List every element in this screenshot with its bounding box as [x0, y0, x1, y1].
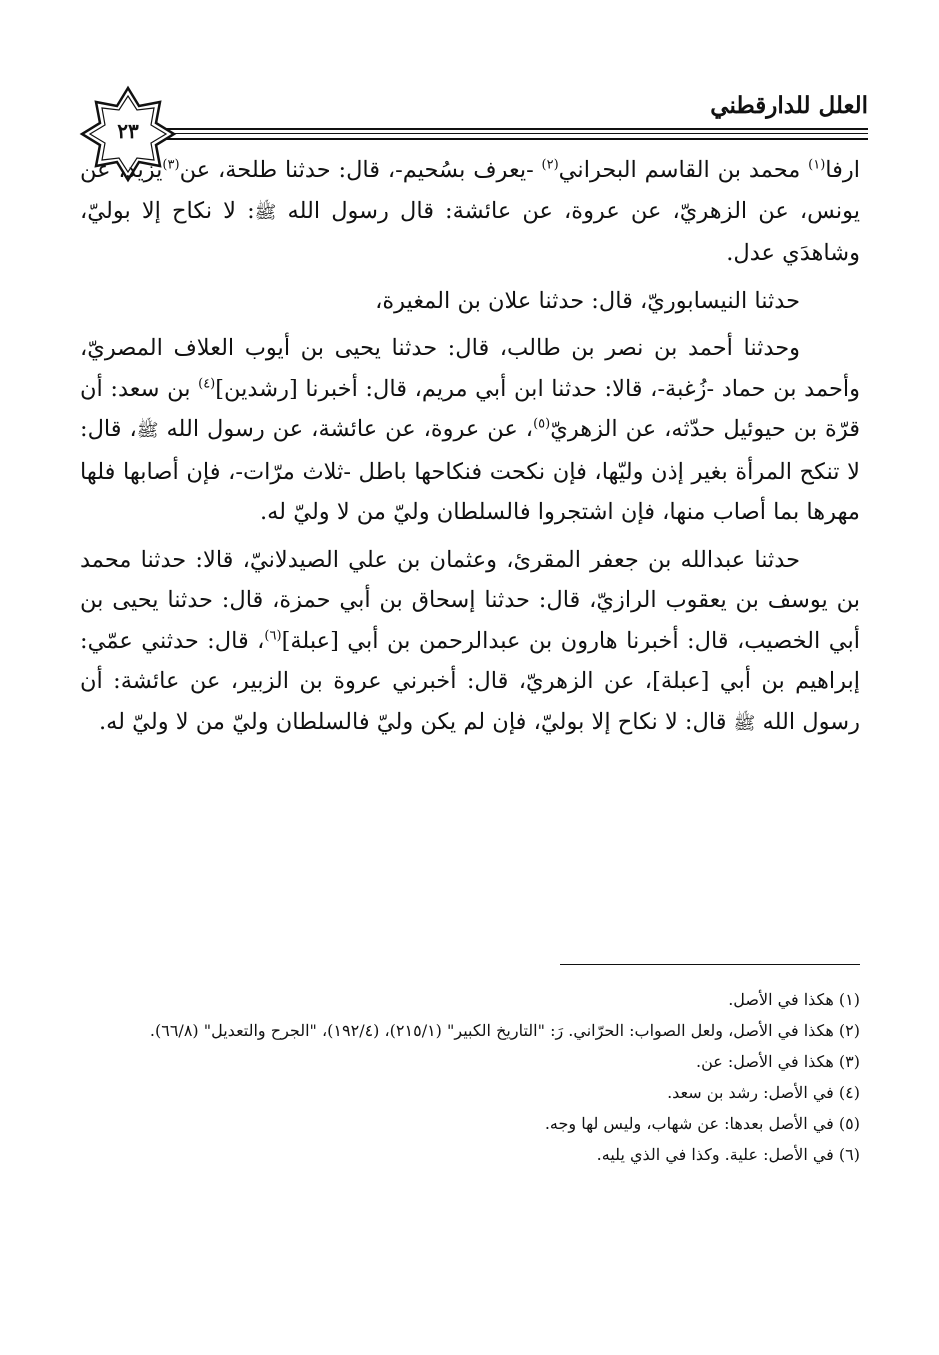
header-rule [150, 128, 868, 130]
footnotes [80, 986, 860, 1172]
footnote-marker: (٣) [162, 157, 180, 173]
footnote-item: (٣) هكذا في الأصل: عن. [695, 1052, 860, 1071]
blessing-glyph: ﷺ [733, 712, 756, 734]
footnote-item: (٢) هكذا في الأصل، ولعل الصواب: الحرّاني. رَ: "التاريخ الكبير" (٢١٥/١)، (١٩٢/٤)، "الجرح والتعديل" (٦٦/٨). [149, 1021, 860, 1040]
footnote-marker: (٥) [533, 416, 551, 432]
text-run: بن سعد: أن قرّة بن حيوئيل حدّثه، عن الزهريّ [80, 375, 860, 442]
footnote-item: (٦) في الأصل: علية. وكذا في الذي يليه. [596, 1145, 860, 1164]
footnote-item: (٥) في الأصل بعدها: عن شهاب، وليس لها وجه. [544, 1114, 860, 1133]
footnote-marker: (٤) [198, 376, 216, 391]
footnote-marker: (٢) [541, 157, 559, 173]
text-run: حدثنا النيسابوريّ، قال: حدثنا علان بن المغيرة، [375, 287, 800, 314]
text-run: -يعرف بسُحيم-، قال: حدثنا طلحة، عن [179, 157, 542, 183]
text-run: وحدثنا أحمد بن نصر بن طالب، قال: حدثنا يحيى بن أيوب العلاف المصريّ، وأحمد بن حماد -زُغبة-، قالا: حدثنا ابن أبي مريم، قال: أخبرنا [رشدين] [80, 335, 861, 402]
text-run: حدثنا عبدالله بن جعفر المقرئ، وعثمان بن علي الصيدلانيّ، قالا: حدثنا محمد بن يوسف بن يعقوب الرازيّ، قال: حدثنا إسحاق بن أبي حمزة، قال: حدثنا يحيى بن أبي الخصيب، قال: أخبرنا هارون بن عبدالرحمن بن أبي [عبلة] [80, 546, 860, 654]
text-run: محمد بن القاسم البحراني [558, 157, 809, 183]
header-rule [150, 138, 868, 140]
paragraph [80, 540, 860, 745]
paragraph [80, 150, 860, 274]
text-run: ارفا [825, 157, 861, 183]
text-run: ، قال: لا تنكح المرأة بغير إذن وليّها، فإن نكحت فنكاحها باطل -ثلاث مرّات-، فإن أصابها فلها مهرها بما أصاب منها، فإن اشتجروا فالسلطان وليّ من لا وليّ له. [80, 416, 860, 525]
text-run: ، قال: حدثني عمّي: إبراهيم بن أبي [عبلة]، عن الزهريّ، قال: أخبرني عروة بن الزبير، عن عائشة: أن رسول الله [80, 627, 860, 735]
blessing-glyph: ﷺ [254, 201, 277, 223]
paragraph [80, 328, 860, 533]
footnote-separator [560, 964, 860, 965]
page-number: ٢٣ [117, 119, 139, 143]
text-run: يزيد، عن يونس، عن الزهريّ، عن عروة، عن عائشة: قال رسول الله [80, 157, 860, 224]
header-rule [150, 133, 868, 134]
book-title: العلل للدارقطني [710, 92, 868, 119]
footnote-marker: (٦) [264, 628, 282, 643]
main-text [80, 150, 860, 744]
blessing-glyph: ﷺ [136, 420, 159, 441]
footnote-item: (١) هكذا في الأصل. [728, 990, 860, 1009]
paragraph [80, 281, 860, 322]
text-run: : لا نكاح إلا بوليّ، وشاهدَي عدل. [80, 197, 860, 266]
footnote-marker: (١) [808, 157, 826, 173]
text-run: قال: لا نكاح إلا بوليّ، فإن لم يكن وليّ فالسلطان وليّ من لا وليّ له. [98, 708, 734, 735]
footnote-item: (٤) في الأصل: رشد بن سعد. [667, 1083, 860, 1102]
text-run: ، عن عروة، عن عائشة، عن رسول الله [158, 416, 534, 442]
